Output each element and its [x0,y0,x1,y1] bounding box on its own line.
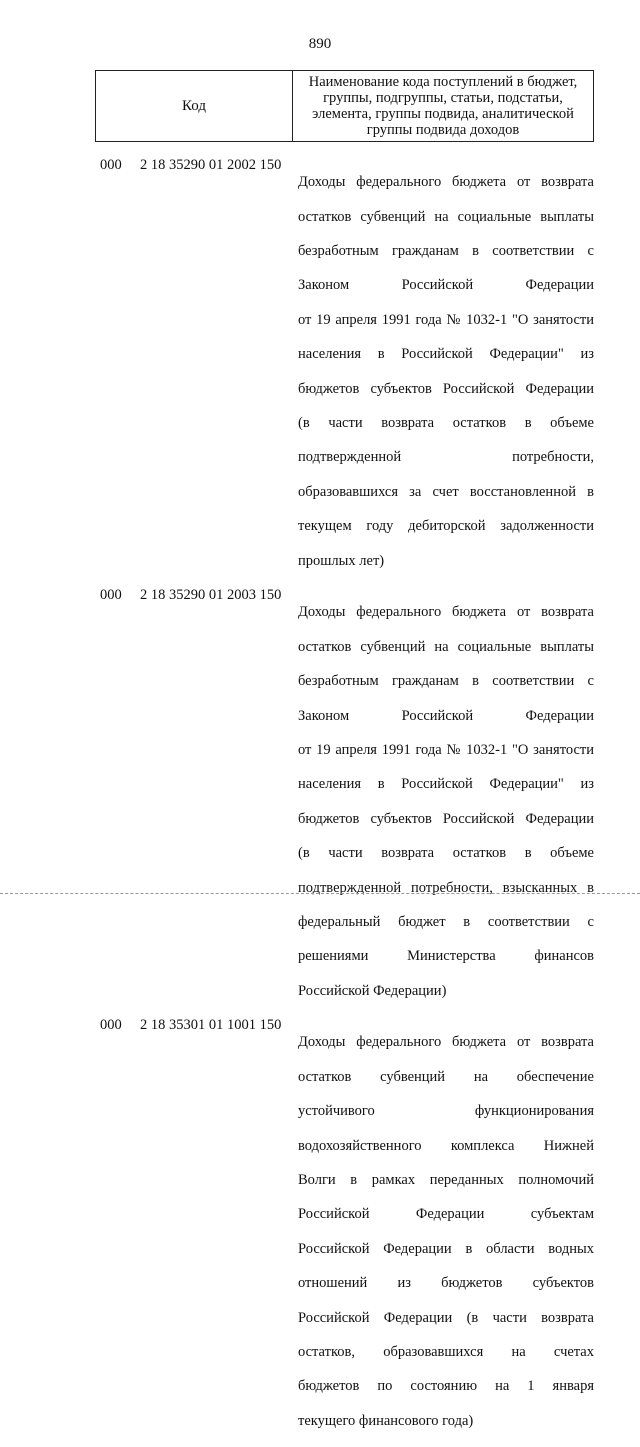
revenue-code: 2 18 35290 01 2003 150 [140,587,282,604]
header-code-column: Код [96,71,293,141]
description-line: от 19 апреля 1991 года № 1032-1 "О занятости [298,741,594,758]
description-line: образовавшихся за счет восстановленной в [298,483,594,500]
description-line: решениями Министерства финансов [298,948,594,965]
page-number: 890 [308,36,332,52]
description-line: бюджетов субъектов Российской Федерации [298,810,594,827]
table-body [100,157,594,1447]
description-line: Волги в рамках переданных полномочий [298,1171,594,1188]
description-line: от 19 апреля 1991 года № 1032-1 "О занятости [298,311,594,328]
revenue-description [298,1017,594,1447]
description-line: прошлых лет) [298,552,385,569]
description-line: Законом Российской Федерации [298,277,594,294]
revenue-description [298,157,594,587]
description-line: подтвержденной потребности, взысканных в [298,879,594,896]
description-line: населения в Российской Федерации" из [298,776,594,793]
description-line: федеральный бюджет в соответствии с [298,913,594,930]
description-line: текущего финансового года) [298,1412,474,1429]
table-row [100,157,594,587]
revenue-code: 2 18 35301 01 1001 150 [140,1017,282,1034]
description-line: безработным гражданам в соответствии с [298,243,594,260]
table-header [95,70,594,142]
description-line: безработным гражданам в соответствии с [298,673,594,690]
description-line: Российской Федерации) [298,982,447,999]
description-line: (в части возврата остатков в объеме [298,415,594,432]
description-line: населения в Российской Федерации" из [298,346,594,363]
description-line: остатков субвенций на обеспечение [298,1068,594,1085]
header-name-column: Наименование кода поступлений в бюджет, группы, подгруппы, статьи, подстатьи, элемента, группы подвида, аналитической группы подвида доходов [308,74,578,138]
description-line: Доходы федерального бюджета от возврата [298,604,594,621]
revenue-description [298,587,594,1017]
description-line: остатков субвенций на социальные выплаты [298,208,594,225]
admin-code: 000 [100,1017,122,1034]
description-line: Российской Федерации в области водных [298,1240,594,1257]
revenue-code: 2 18 35290 01 2002 150 [140,157,282,173]
description-line: остатков субвенций на социальные выплаты [298,638,594,655]
description-line: Законом Российской Федерации [298,707,594,724]
description-line: Российской Федерации субъектам [298,1206,594,1223]
description-line: (в части возврата остатков в объеме [298,845,594,862]
description-line: бюджетов по состоянию на 1 января [298,1378,594,1395]
table-row [100,587,594,1017]
description-line: устойчивого функционирования [298,1103,594,1120]
description-line: остатков, образовавшихся на счетах [298,1344,594,1361]
admin-code: 000 [100,157,122,173]
description-line: бюджетов субъектов Российской Федерации [298,380,594,397]
table-row [100,1017,594,1447]
description-line: Российской Федерации (в части возврата [298,1309,594,1326]
description-line: отношений из бюджетов субъектов [298,1275,594,1292]
description-line: водохозяйственного комплекса Нижней [298,1137,594,1154]
description-line: подтвержденной потребности, [298,449,594,466]
description-line: Доходы федерального бюджета от возврата [298,174,594,191]
description-line: Доходы федерального бюджета от возврата [298,1034,594,1051]
scan-edge-divider [0,893,640,895]
admin-code: 000 [100,587,122,604]
description-line: текущем году дебиторской задолженности [298,518,594,535]
